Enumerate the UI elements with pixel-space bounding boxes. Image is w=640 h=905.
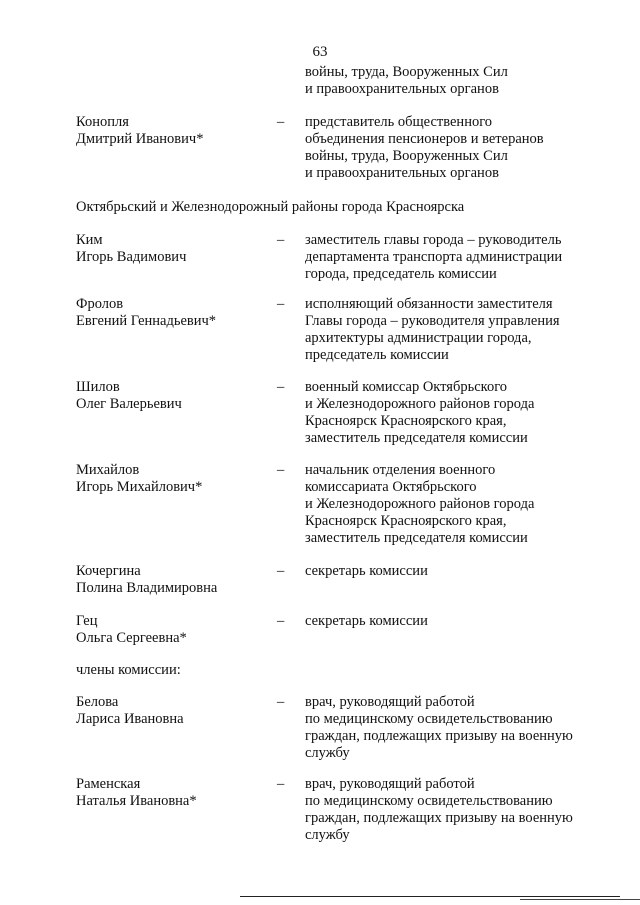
duty-line: по медицинскому освидетельствованию [305, 711, 553, 727]
duty-line: граждан, подлежащих призыву на военную [305, 810, 573, 826]
member-surname: Михайлов [76, 462, 140, 478]
continuation-line: войны, труда, Вооруженных Сил [305, 64, 508, 80]
member-duty [305, 563, 605, 580]
member-given-name: Полина Владимировна [76, 580, 218, 596]
duty-line: начальник отделения военного [305, 462, 496, 478]
duty-line: департамента транспорта администрации [305, 249, 563, 265]
duty-line: исполняющий обязанности заместителя [305, 296, 553, 312]
duty-line: архитектуры администрации города, [305, 330, 532, 346]
duty-line: граждан, подлежащих призыву на военную [305, 728, 573, 744]
member-given-name: Лариса Ивановна [76, 711, 184, 727]
member-surname: Фролов [76, 296, 124, 312]
member-name [76, 232, 186, 266]
member-surname: Шилов [76, 379, 120, 395]
member-duty [305, 114, 605, 182]
duty-line: и правоохранительных органов [305, 165, 499, 181]
member-surname: Гец [76, 613, 98, 629]
member-surname: Ким [76, 232, 103, 248]
duty-line: Красноярск Красноярского края, [305, 513, 507, 529]
member-name [76, 694, 184, 728]
duty-line: по медицинскому освидетельствованию [305, 793, 553, 809]
duty-line: войны, труда, Вооруженных Сил [305, 148, 508, 164]
duty-line: врач, руководящий работой [305, 694, 475, 710]
duty-line: военный комиссар Октябрьского [305, 379, 508, 395]
member-surname: Раменская [76, 776, 141, 792]
district-heading: Октябрьский и Железнодорожный районы города Красноярска [76, 199, 465, 215]
dash-separator: – [277, 296, 285, 312]
page-edge-line [520, 899, 640, 900]
duty-line: города, председатель комиссии [305, 266, 497, 282]
dash-separator: – [277, 694, 285, 710]
member-given-name: Игорь Михайлович* [76, 479, 203, 495]
duty-line: заместитель председателя комиссии [305, 430, 528, 446]
member-duty [305, 776, 605, 844]
member-given-name: Олег Валерьевич [76, 396, 182, 412]
continuation-text [305, 64, 605, 98]
duty-line: представитель общественного [305, 114, 493, 130]
member-duty [305, 694, 605, 762]
duty-line: комиссариата Октябрьского [305, 479, 477, 495]
member-name [76, 114, 203, 148]
member-name [76, 296, 216, 330]
duty-line: заместитель главы города – руководитель [305, 232, 562, 248]
member-duty [305, 232, 605, 283]
member-given-name: Ольга Сергеевна* [76, 630, 187, 646]
member-name [76, 563, 217, 597]
member-given-name: Игорь Вадимович [76, 249, 187, 265]
member-duty [305, 379, 605, 447]
dash-separator: – [277, 563, 285, 579]
member-name [76, 776, 197, 810]
duty-line: председатель комиссии [305, 347, 449, 363]
duty-line: объединения пенсионеров и ветеранов [305, 131, 544, 147]
continuation-line: и правоохранительных органов [305, 81, 499, 97]
duty-line: Главы города – руководителя управления [305, 313, 560, 329]
dash-separator: – [277, 232, 285, 248]
duty-line: заместитель председателя комиссии [305, 530, 528, 546]
member-given-name: Дмитрий Иванович* [76, 131, 204, 147]
member-surname: Конопля [76, 114, 129, 130]
member-duty [305, 296, 605, 364]
member-surname: Белова [76, 694, 119, 710]
member-name [76, 613, 187, 647]
dash-separator: – [277, 462, 285, 478]
duty-line: службу [305, 745, 350, 761]
duty-line: службу [305, 827, 350, 843]
dash-separator: – [277, 114, 285, 130]
page-edge-line [240, 896, 620, 897]
dash-separator: – [277, 379, 285, 395]
members-label: члены комиссии: [76, 662, 181, 678]
duty-line: Красноярск Красноярского края, [305, 413, 507, 429]
member-name [76, 379, 182, 413]
duty-line: и Железнодорожного районов города [305, 396, 535, 412]
member-name [76, 462, 202, 496]
duty-line: секретарь комиссии [305, 613, 428, 629]
member-duty [305, 462, 605, 547]
dash-separator: – [277, 776, 285, 792]
duty-line: врач, руководящий работой [305, 776, 475, 792]
page-number: 63 [312, 44, 328, 60]
duty-line: секретарь комиссии [305, 563, 428, 579]
duty-line: и Железнодорожного районов города [305, 496, 535, 512]
member-duty [305, 613, 605, 630]
dash-separator: – [277, 613, 285, 629]
member-given-name: Наталья Ивановна* [76, 793, 197, 809]
member-given-name: Евгений Геннадьевич* [76, 313, 217, 329]
member-surname: Кочергина [76, 563, 141, 579]
